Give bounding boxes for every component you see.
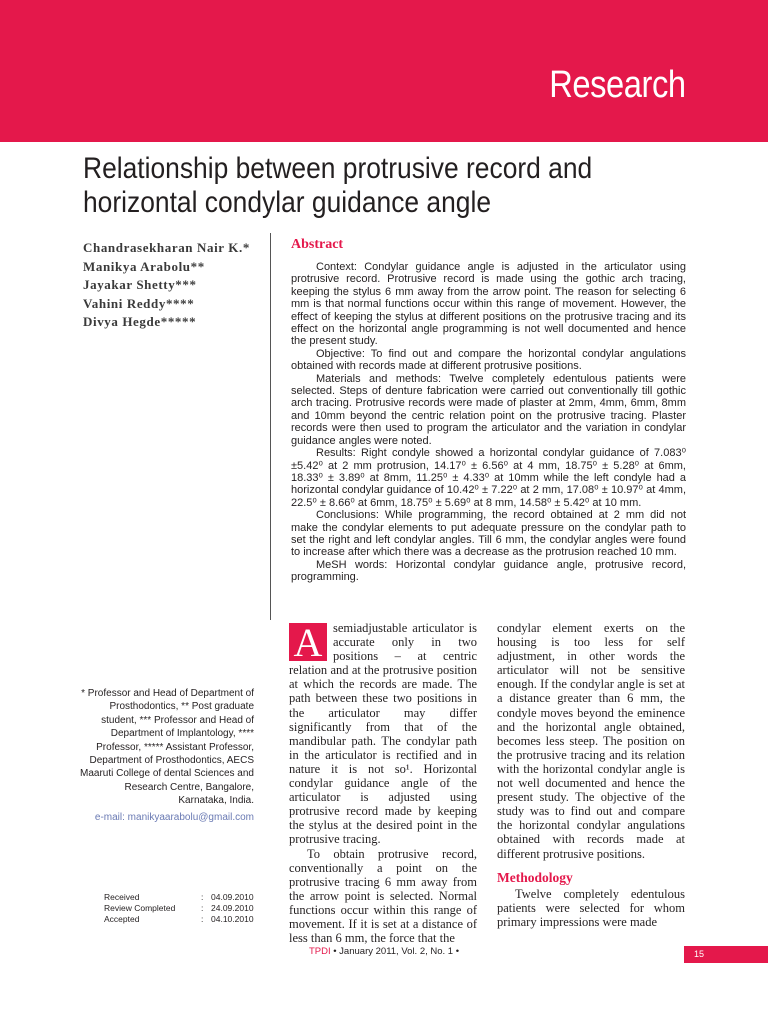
date-label: Received [104, 892, 140, 902]
article-title: Relationship between protrusive record and horizontal condylar guidance angle [83, 152, 593, 219]
date-row: Accepted : 04.10.2010 [104, 914, 254, 924]
abstract-paragraph: Context: Condylar guidance angle is adjusted in the articulator using protrusive record. Protrusive record is made using the gothic arch tracing, keeping the stylus 6 mm away from the arrow point. The reason for selecting 6 mm is that normal functions occur within this range of movement. However, the effect of keeping the stylus at different positions on the protrusive tracing and its effect on the horizontal angle programming is not well documented and hence the present study. [291, 261, 686, 348]
contact-email[interactable]: e-mail: manikyaarabolu@gmail.com [94, 812, 254, 823]
date-label: Review Completed [104, 903, 176, 913]
body-paragraph: semiadjustable articulator is accurate only in two positions – at centric relation and at the protrusive position at which the records are made. The path between these two positions in the articulator may differ significantly from that of the mandibular path. The condylar path in the articulator is rectified and in nature it is not so¹. Horizontal condylar guidance angle of the articulator is adjusted using protrusive record made by keeping the stylus at the desired point in the protrusive tracing. [289, 621, 477, 847]
submission-dates [104, 892, 254, 925]
issue-citation: • January 2011, Vol. 2, No. 1 • [333, 946, 460, 957]
date-row: Received : 04.09.2010 [104, 892, 254, 902]
date-value: 04.09.2010 [211, 892, 254, 902]
abstract-paragraph: Materials and methods: Twelve completely edentulous patients were selected. Steps of denture fabrication were carried out conventionally till gothic arch tracing. Protrusive records were made of plaster at 2mm, 4mm, 6mm, 8mm and 10mm beyond the centric relation point on the protrusive tracing. Plaster records were then used to program the articulator and the variation in condylar guidance angles were noted. [291, 372, 686, 447]
author-name: Vahini Reddy**** [83, 295, 195, 311]
date-value: 04.10.2010 [211, 914, 254, 924]
body-paragraph: To obtain protrusive record, conventionally a point on the protrusive tracing 6 mm away from the arrow point is selected. Normal functions occur within this range of movement. If it is set at a distance of less than 6 mm, the force that the [289, 846, 477, 946]
author-name: Chandrasekharan Nair K.* [83, 240, 250, 255]
section-banner [0, 0, 768, 142]
abstract-paragraph: Results: Right condyle showed a horizontal condylar guidance of 7.083⁰ ±5.42⁰ at 2 mm protrusion, 14.17⁰ ± 6.56⁰ at 4 mm, 18.75⁰ ± 5.28⁰ at 6mm, 18.33⁰ ± 3.89⁰ at 8mm, 11.25⁰ ± 4.33⁰ at 10mm while the left condyle had a horizontal condylar guidance of 10.42⁰ ± 7.22⁰ at 2 mm, 17.08⁰ ± 10.97⁰ at 4mm, 22.5⁰ ± 8.66⁰ at 6mm, 18.75⁰ ± 5.69⁰ at 8 mm, 14.58⁰ ± 5.42⁰ at 10 mm. [291, 447, 686, 509]
abstract-heading: Abstract [291, 237, 344, 252]
abstract-paragraph: Objective: To find out and compare the horizontal condylar angulations obtained with records made at different protrusive positions. [291, 347, 686, 373]
methodology-heading: Methodology [497, 869, 573, 885]
body-paragraph: Twelve completely edentulous patients were selected for whom primary impressions were made [497, 886, 685, 929]
journal-abbrev: TPDI [308, 946, 331, 957]
abstract-paragraph: Conclusions: While programming, the record obtained at 2 mm did not make the condylar elements to put adequate pressure on the condylar path to set the right and left condylar angles. Till 6 mm, the condylar angles were found to increase after which there was a decrease as the protrusion reached 10 mm. [291, 509, 686, 559]
abstract-paragraph: MeSH words: Horizontal condylar guidance angle, protrusive record, programming. [291, 558, 686, 584]
drop-cap: A [289, 623, 327, 661]
body-paragraph: condylar element exerts on the housing is too less for self adjustment, in other words the articulator will not be sensitive enough. If the condylar angle is set at a distance greater than 6 mm, the condyle moves beyond the eminence and the horizontal angle obtained, becomes less steep. The position on the protrusive tracing and its relation with the horizontal condylar angle is not well documented and hence the present study. The objective of the study was to find out and compare the horizontal condylar angulations obtained with records made at different protrusive positions. [497, 621, 685, 861]
author-list [83, 239, 273, 332]
date-row: Review Completed : 24.09.2010 [104, 903, 254, 913]
column-divider [270, 233, 271, 620]
author-name: Jayakar Shetty*** [83, 277, 197, 292]
body-column-left [289, 621, 477, 945]
author-name: Manikya Arabolu** [83, 258, 205, 274]
author-name: Divya Hegde***** [83, 314, 197, 329]
body-column-right [497, 621, 685, 929]
date-value: 24.09.2010 [211, 903, 254, 913]
section-label: Research [549, 64, 686, 106]
abstract-body [291, 261, 686, 584]
page-footer [0, 946, 768, 957]
author-affiliation: * Professor and Head of Department of Prosthodontics, ** Post graduate student, *** Professor and Head of Department of Implantology, **** Professor, ***** Assistant Professor, Department of Prosthodontics, AECS Maaruti College of dental Sciences and Research Centre, Bangalore, Karnataka, India. [80, 688, 254, 807]
page-number: 15 [684, 946, 768, 963]
date-label: Accepted [104, 914, 140, 924]
